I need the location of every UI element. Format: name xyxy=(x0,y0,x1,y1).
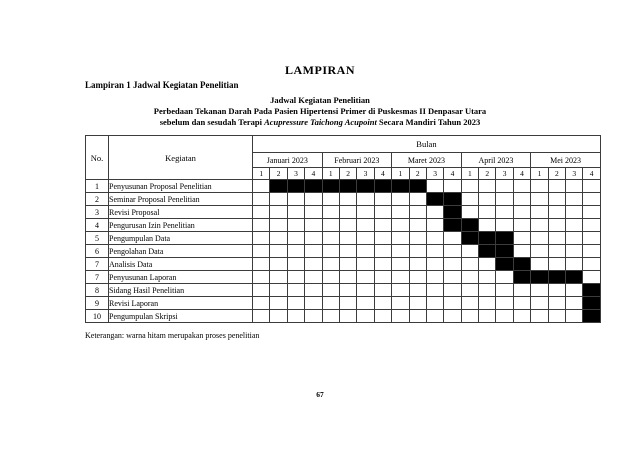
gantt-cell-empty xyxy=(392,297,409,310)
gantt-cell-empty xyxy=(531,193,548,206)
activity-name-cell: Sidang Hasil Penelitian xyxy=(109,284,253,297)
gantt-cell-empty xyxy=(270,206,287,219)
col-header-bulan: Bulan xyxy=(253,136,601,153)
gantt-cell-empty xyxy=(548,180,565,193)
gantt-cell-empty xyxy=(374,232,391,245)
gantt-cell-empty xyxy=(531,180,548,193)
activity-row xyxy=(86,310,601,323)
activity-name-cell: Pengumpulan Skripsi xyxy=(109,310,253,323)
week-number-header: 2 xyxy=(409,168,426,180)
gantt-cell-empty xyxy=(287,258,304,271)
gantt-cell-empty xyxy=(270,193,287,206)
title-line3-post: Secara Mandiri Tahun 2023 xyxy=(376,117,481,127)
row-number-cell: 7 xyxy=(86,271,109,284)
gantt-cell-empty xyxy=(392,219,409,232)
gantt-cell-filled xyxy=(496,258,513,271)
gantt-cell-empty xyxy=(339,219,356,232)
gantt-cell-empty xyxy=(583,232,600,245)
activity-name-cell: Pengumpulan Data xyxy=(109,232,253,245)
week-number-header: 4 xyxy=(583,168,600,180)
month-header: Maret 2023 xyxy=(392,153,462,168)
gantt-cell-empty xyxy=(426,258,443,271)
gantt-cell-empty xyxy=(287,219,304,232)
gantt-cell-empty xyxy=(479,258,496,271)
schedule-title-line1: Jadwal Kegiatan Penelitian xyxy=(270,95,370,105)
week-number-header: 1 xyxy=(531,168,548,180)
gantt-cell-empty xyxy=(287,245,304,258)
gantt-cell-empty xyxy=(392,193,409,206)
gantt-cell-empty xyxy=(566,245,583,258)
gantt-cell-filled xyxy=(461,219,478,232)
activity-name-cell: Pengolahan Data xyxy=(109,245,253,258)
gantt-cell-empty xyxy=(583,219,600,232)
gantt-cell-empty xyxy=(426,232,443,245)
week-number-header: 1 xyxy=(253,168,270,180)
week-number-header: 4 xyxy=(513,168,530,180)
gantt-cell-empty xyxy=(339,245,356,258)
week-number-header: 3 xyxy=(357,168,374,180)
month-header: Januari 2023 xyxy=(253,153,323,168)
gantt-cell-empty xyxy=(548,310,565,323)
gantt-cell-empty xyxy=(496,284,513,297)
gantt-cell-empty xyxy=(322,284,339,297)
gantt-cell-empty xyxy=(479,271,496,284)
gantt-cell-filled xyxy=(339,180,356,193)
week-number-header: 3 xyxy=(287,168,304,180)
gantt-cell-empty xyxy=(253,258,270,271)
gantt-cell-empty xyxy=(548,219,565,232)
gantt-cell-empty xyxy=(479,206,496,219)
gantt-cell-empty xyxy=(253,297,270,310)
gantt-cell-empty xyxy=(322,258,339,271)
gantt-cell-empty xyxy=(357,258,374,271)
gantt-cell-empty xyxy=(426,271,443,284)
title-line3-pre: sebelum dan sesudah Terapi xyxy=(159,117,265,127)
week-number-header: 4 xyxy=(374,168,391,180)
gantt-cell-empty xyxy=(513,245,530,258)
gantt-cell-empty xyxy=(409,284,426,297)
row-number-cell: 5 xyxy=(86,232,109,245)
gantt-cell-empty xyxy=(392,310,409,323)
gantt-cell-empty xyxy=(392,206,409,219)
week-number-header: 4 xyxy=(444,168,461,180)
gantt-cell-empty xyxy=(479,284,496,297)
gantt-cell-empty xyxy=(461,271,478,284)
gantt-cell-empty xyxy=(305,206,322,219)
gantt-cell-empty xyxy=(496,219,513,232)
gantt-cell-empty xyxy=(426,245,443,258)
gantt-cell-empty xyxy=(409,245,426,258)
gantt-cell-empty xyxy=(479,310,496,323)
gantt-cell-filled xyxy=(322,180,339,193)
col-header-no: No. xyxy=(86,136,109,180)
activity-row xyxy=(86,297,601,310)
gantt-cell-empty xyxy=(253,193,270,206)
gantt-cell-empty xyxy=(374,284,391,297)
gantt-cell-empty xyxy=(374,206,391,219)
gantt-cell-empty xyxy=(461,245,478,258)
gantt-cell-empty xyxy=(305,271,322,284)
row-number-cell: 2 xyxy=(86,193,109,206)
gantt-cell-empty xyxy=(270,245,287,258)
gantt-cell-empty xyxy=(513,232,530,245)
week-number-header: 1 xyxy=(322,168,339,180)
gantt-cell-empty xyxy=(322,193,339,206)
gantt-cell-empty xyxy=(339,258,356,271)
row-number-cell: 3 xyxy=(86,206,109,219)
gantt-cell-empty xyxy=(339,206,356,219)
row-number-cell: 1 xyxy=(86,180,109,193)
gantt-cell-empty xyxy=(409,193,426,206)
week-number-header: 1 xyxy=(461,168,478,180)
gantt-cell-empty xyxy=(461,206,478,219)
schedule-table-head xyxy=(86,136,601,180)
gantt-cell-empty xyxy=(426,284,443,297)
gantt-cell-empty xyxy=(357,297,374,310)
gantt-cell-empty xyxy=(357,284,374,297)
gantt-cell-filled xyxy=(496,245,513,258)
month-header: April 2023 xyxy=(461,153,531,168)
gantt-cell-empty xyxy=(513,219,530,232)
gantt-cell-filled xyxy=(496,232,513,245)
gantt-cell-empty xyxy=(513,180,530,193)
month-header: Februari 2023 xyxy=(322,153,392,168)
activity-row xyxy=(86,219,601,232)
gantt-cell-empty xyxy=(583,271,600,284)
gantt-cell-empty xyxy=(426,310,443,323)
gantt-cell-empty xyxy=(513,297,530,310)
gantt-cell-filled xyxy=(583,297,600,310)
gantt-cell-empty xyxy=(357,245,374,258)
gantt-cell-empty xyxy=(409,219,426,232)
gantt-cell-empty xyxy=(531,310,548,323)
activity-row xyxy=(86,258,601,271)
week-number-header: 3 xyxy=(426,168,443,180)
gantt-cell-empty xyxy=(287,232,304,245)
gantt-cell-empty xyxy=(322,297,339,310)
gantt-cell-empty xyxy=(253,245,270,258)
gantt-cell-empty xyxy=(392,284,409,297)
activity-row xyxy=(86,206,601,219)
gantt-cell-empty xyxy=(392,245,409,258)
gantt-cell-empty xyxy=(548,193,565,206)
gantt-cell-empty xyxy=(287,297,304,310)
gantt-cell-empty xyxy=(426,180,443,193)
gantt-cell-filled xyxy=(392,180,409,193)
gantt-cell-filled xyxy=(513,271,530,284)
gantt-cell-empty xyxy=(479,193,496,206)
gantt-cell-empty xyxy=(253,310,270,323)
gantt-cell-empty xyxy=(566,232,583,245)
gantt-cell-empty xyxy=(444,232,461,245)
week-number-header: 2 xyxy=(339,168,356,180)
gantt-cell-empty xyxy=(357,206,374,219)
activity-row xyxy=(86,232,601,245)
gantt-cell-empty xyxy=(305,232,322,245)
activity-row xyxy=(86,193,601,206)
gantt-cell-empty xyxy=(253,219,270,232)
gantt-cell-empty xyxy=(496,297,513,310)
gantt-cell-empty xyxy=(444,271,461,284)
gantt-cell-empty xyxy=(444,258,461,271)
gantt-cell-empty xyxy=(374,193,391,206)
gantt-cell-empty xyxy=(461,284,478,297)
gantt-cell-empty xyxy=(253,271,270,284)
gantt-cell-empty xyxy=(583,193,600,206)
activity-name-cell: Penyusunan Proposal Penelitian xyxy=(109,180,253,193)
gantt-cell-empty xyxy=(322,232,339,245)
gantt-cell-empty xyxy=(461,310,478,323)
gantt-cell-empty xyxy=(409,258,426,271)
gantt-cell-empty xyxy=(270,310,287,323)
schedule-title-block xyxy=(0,95,640,128)
gantt-cell-filled xyxy=(513,258,530,271)
gantt-cell-empty xyxy=(305,219,322,232)
activity-name-cell: Revisi Laporan xyxy=(109,297,253,310)
gantt-cell-filled xyxy=(566,271,583,284)
gantt-cell-empty xyxy=(496,180,513,193)
activity-name-cell: Analisis Data xyxy=(109,258,253,271)
gantt-cell-empty xyxy=(426,206,443,219)
gantt-cell-empty xyxy=(270,271,287,284)
gantt-cell-empty xyxy=(253,232,270,245)
gantt-cell-empty xyxy=(305,245,322,258)
gantt-cell-empty xyxy=(305,193,322,206)
gantt-cell-empty xyxy=(270,258,287,271)
col-header-kegiatan: Kegiatan xyxy=(109,136,253,180)
gantt-cell-empty xyxy=(548,245,565,258)
gantt-cell-empty xyxy=(531,232,548,245)
gantt-cell-empty xyxy=(531,297,548,310)
gantt-cell-empty xyxy=(444,297,461,310)
row-number-cell: 8 xyxy=(86,284,109,297)
gantt-cell-empty xyxy=(322,219,339,232)
gantt-cell-empty xyxy=(548,284,565,297)
gantt-cell-filled xyxy=(531,271,548,284)
gantt-cell-filled xyxy=(583,310,600,323)
gantt-cell-empty xyxy=(287,271,304,284)
gantt-cell-empty xyxy=(339,232,356,245)
gantt-cell-empty xyxy=(253,206,270,219)
row-number-cell: 7 xyxy=(86,258,109,271)
gantt-cell-empty xyxy=(583,258,600,271)
gantt-cell-empty xyxy=(444,310,461,323)
gantt-cell-filled xyxy=(461,232,478,245)
gantt-cell-empty xyxy=(409,310,426,323)
gantt-cell-empty xyxy=(548,258,565,271)
gantt-cell-filled xyxy=(357,180,374,193)
gantt-cell-empty xyxy=(583,206,600,219)
gantt-cell-empty xyxy=(566,219,583,232)
gantt-cell-empty xyxy=(566,297,583,310)
gantt-cell-empty xyxy=(287,284,304,297)
gantt-cell-filled xyxy=(409,180,426,193)
gantt-cell-empty xyxy=(566,284,583,297)
gantt-cell-empty xyxy=(305,284,322,297)
activity-name-cell: Seminar Proposal Penelitian xyxy=(109,193,253,206)
gantt-cell-empty xyxy=(270,232,287,245)
gantt-cell-empty xyxy=(461,180,478,193)
gantt-cell-empty xyxy=(548,297,565,310)
gantt-cell-empty xyxy=(461,193,478,206)
gantt-cell-empty xyxy=(513,310,530,323)
gantt-cell-empty xyxy=(479,219,496,232)
row-number-cell: 6 xyxy=(86,245,109,258)
gantt-cell-empty xyxy=(531,258,548,271)
gantt-cell-empty xyxy=(392,258,409,271)
gantt-cell-empty xyxy=(305,310,322,323)
week-number-header: 3 xyxy=(566,168,583,180)
gantt-cell-empty xyxy=(461,258,478,271)
gantt-cell-empty xyxy=(374,297,391,310)
gantt-cell-empty xyxy=(374,219,391,232)
page-number: 67 xyxy=(316,390,324,399)
gantt-cell-empty xyxy=(548,232,565,245)
gantt-cell-empty xyxy=(548,206,565,219)
gantt-cell-empty xyxy=(496,310,513,323)
activity-name-cell: Penyusunan Laporan xyxy=(109,271,253,284)
gantt-cell-empty xyxy=(479,297,496,310)
gantt-cell-empty xyxy=(392,271,409,284)
gantt-cell-filled xyxy=(444,193,461,206)
gantt-cell-filled xyxy=(287,180,304,193)
gantt-cell-filled xyxy=(548,271,565,284)
gantt-cell-empty xyxy=(374,310,391,323)
gantt-cell-empty xyxy=(566,258,583,271)
gantt-cell-empty xyxy=(409,232,426,245)
gantt-cell-empty xyxy=(339,284,356,297)
gantt-cell-filled xyxy=(479,245,496,258)
schedule-table xyxy=(85,135,601,323)
gantt-cell-empty xyxy=(322,310,339,323)
gantt-cell-empty xyxy=(357,232,374,245)
gantt-cell-empty xyxy=(357,193,374,206)
appendix-subheading: Lampiran 1 Jadwal Kegiatan Penelitian xyxy=(85,80,239,90)
activity-row xyxy=(86,271,601,284)
gantt-cell-empty xyxy=(339,271,356,284)
schedule-table-body xyxy=(86,180,601,323)
gantt-cell-empty xyxy=(270,297,287,310)
gantt-cell-empty xyxy=(461,297,478,310)
schedule-title-line2: Perbedaan Tekanan Darah Pada Pasien Hipertensi Primer di Puskesmas II Denpasar Utara xyxy=(153,106,487,116)
gantt-cell-filled xyxy=(444,219,461,232)
gantt-cell-empty xyxy=(496,206,513,219)
gantt-cell-empty xyxy=(583,245,600,258)
gantt-cell-empty xyxy=(531,206,548,219)
gantt-cell-filled xyxy=(444,206,461,219)
gantt-cell-empty xyxy=(287,193,304,206)
gantt-cell-empty xyxy=(287,310,304,323)
gantt-cell-empty xyxy=(339,193,356,206)
gantt-cell-empty xyxy=(444,245,461,258)
gantt-cell-empty xyxy=(409,206,426,219)
week-number-header: 3 xyxy=(496,168,513,180)
gantt-cell-empty xyxy=(496,271,513,284)
gantt-cell-empty xyxy=(339,297,356,310)
gantt-cell-empty xyxy=(479,180,496,193)
gantt-cell-empty xyxy=(531,245,548,258)
gantt-cell-empty xyxy=(566,206,583,219)
row-number-cell: 4 xyxy=(86,219,109,232)
schedule-title-line3 xyxy=(0,117,640,128)
gantt-cell-empty xyxy=(513,193,530,206)
gantt-cell-filled xyxy=(479,232,496,245)
gantt-cell-empty xyxy=(253,284,270,297)
week-number-header: 2 xyxy=(270,168,287,180)
gantt-cell-empty xyxy=(374,271,391,284)
gantt-cell-empty xyxy=(409,271,426,284)
gantt-cell-filled xyxy=(270,180,287,193)
legend-note: Keterangan: warna hitam merupakan proses penelitian xyxy=(85,331,260,340)
gantt-cell-filled xyxy=(305,180,322,193)
title-line3-italic-term: Acupressure Taichong Acupoint xyxy=(264,117,377,127)
gantt-cell-empty xyxy=(583,180,600,193)
month-header: Mei 2023 xyxy=(531,153,601,168)
activity-row xyxy=(86,284,601,297)
activity-row xyxy=(86,245,601,258)
gantt-cell-empty xyxy=(357,219,374,232)
gantt-cell-empty xyxy=(426,219,443,232)
appendix-heading: LAMPIRAN xyxy=(285,63,355,77)
gantt-cell-empty xyxy=(357,310,374,323)
gantt-cell-empty xyxy=(357,271,374,284)
gantt-cell-empty xyxy=(409,297,426,310)
activity-row xyxy=(86,180,601,193)
week-number-header: 1 xyxy=(392,168,409,180)
row-number-cell: 10 xyxy=(86,310,109,323)
gantt-cell-empty xyxy=(392,232,409,245)
gantt-cell-empty xyxy=(566,180,583,193)
week-number-header: 2 xyxy=(548,168,565,180)
gantt-cell-filled xyxy=(426,193,443,206)
gantt-cell-empty xyxy=(444,180,461,193)
gantt-cell-empty xyxy=(531,284,548,297)
gantt-cell-empty xyxy=(513,206,530,219)
gantt-cell-empty xyxy=(566,193,583,206)
gantt-cell-empty xyxy=(531,219,548,232)
activity-name-cell: Revisi Proposal xyxy=(109,206,253,219)
row-number-cell: 9 xyxy=(86,297,109,310)
gantt-cell-empty xyxy=(270,284,287,297)
gantt-cell-filled xyxy=(374,180,391,193)
gantt-cell-empty xyxy=(566,310,583,323)
activity-name-cell: Pengurusan Izin Penelitian xyxy=(109,219,253,232)
gantt-cell-empty xyxy=(513,284,530,297)
gantt-cell-empty xyxy=(374,258,391,271)
gantt-cell-empty xyxy=(322,271,339,284)
gantt-cell-empty xyxy=(305,258,322,271)
gantt-cell-empty xyxy=(374,245,391,258)
gantt-cell-empty xyxy=(496,193,513,206)
gantt-cell-empty xyxy=(305,297,322,310)
gantt-cell-empty xyxy=(270,219,287,232)
gantt-cell-filled xyxy=(583,284,600,297)
gantt-cell-empty xyxy=(253,180,270,193)
week-number-header: 4 xyxy=(305,168,322,180)
gantt-cell-empty xyxy=(444,284,461,297)
gantt-cell-empty xyxy=(287,206,304,219)
gantt-cell-empty xyxy=(322,206,339,219)
week-number-header: 2 xyxy=(479,168,496,180)
gantt-cell-empty xyxy=(322,245,339,258)
gantt-cell-empty xyxy=(339,310,356,323)
gantt-cell-empty xyxy=(426,297,443,310)
